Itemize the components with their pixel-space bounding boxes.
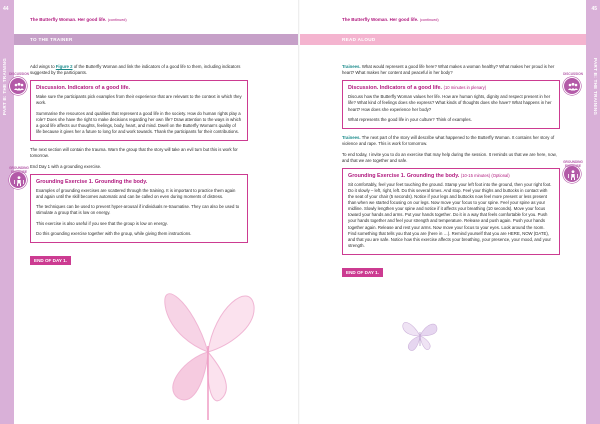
discussion-box-left: [9, 72, 248, 141]
page-number-right: 45: [591, 6, 597, 12]
grounding-title: [348, 173, 554, 179]
intro-text-start: Add wings to: [30, 64, 56, 69]
discussion-title: [348, 85, 554, 91]
intro-paragraph: [30, 64, 248, 76]
discussion-badge: [9, 72, 29, 95]
grounding-badge-label: GROUNDING EXERCISE: [9, 165, 29, 174]
running-head-title: The Butterfly Woman. Her good life.: [30, 17, 107, 22]
running-head-continued: (continued): [107, 18, 127, 22]
discussion-box-right: [342, 72, 583, 129]
trainees-text: What would represent a good life here? What makes a woman healthy? What makes her proud is her heart? What makes her content and peaceful in her body?: [342, 64, 555, 76]
discussion-p1: Discuss how the Butterfly Woman values her life. How are human rights, dignity and respect present in her life? What kind of feelings does she express? What kinds of thoughts does she have? What happens in her heart? How does she experience her body?: [348, 94, 552, 112]
discussion-p2: Summarise the resources and qualities that represent a good life in the society. How do human rights play a role? Does she have the right to make decisions regarding her own life? Draw attention to the ways in which a good life affects our thoughts, feelings, body, heart, and mind. Dwell on the Butterfly Woman's quality of life because it gives her a future to long for and work towards. Thank the participants for their contributions.: [36, 110, 242, 135]
page-number-left: 44: [3, 6, 9, 12]
butterfly-illustration: [148, 270, 268, 420]
end-of-day-label-left: END OF DAY 1.: [30, 256, 71, 265]
trainees-paragraph-1: [342, 64, 560, 76]
figure-2-link[interactable]: Figure 2: [55, 64, 73, 69]
intro-text-end: of the Butterfly Woman and link the indicators of a good life to them, including indicators suggested by the participants.: [30, 64, 241, 76]
running-head-left: [30, 17, 127, 22]
discussion-people-icon: [567, 81, 579, 93]
grounding-instructions: Sit comfortably, feel your feet touching the ground. Stamp your left foot into the ground, then your right foot. Do it slowly – left, right, left. Do this several times. And stop. Feel your thighs and buttocks in contact with the seat of your chair (5 seconds). Notice if your legs and buttocks now feel more present or less present than when we started focusing on our legs. Now move your focus to your spine. Feel your spine as your midline. Slowly lengthen your spine and notice if it affects your breathing (10 seconds). Move your focus toward your hands and arms. Put your hands together. Do it in a way that feels comfortable for you. Push your hands together and feel your strength and temperature. Release and push again. Push your hands together again. Release and rest your arms. Now move your focus to your eyes. Look around the room. Find something that tells you that you are (here in …). Remind yourself that you are HERE, NOW (DATE), and that you are safe. Notice how this exercise affects your breathing, your presence, your mood, and your strength.: [348, 181, 552, 248]
trainees-text: The next part of the story will describe what happened to the Butterfly Woman. It contains her story of violence and rape. This is work for tomorrow.: [342, 135, 555, 147]
trauma-warning-paragraph: The next section will contain the trauma. Warn the group that the story will take an evil turn but this is work for tomorrow.: [30, 147, 238, 159]
grounding-badge: [9, 165, 29, 189]
grounding-box-right: [342, 159, 583, 255]
trainees-label: Trainees.: [342, 64, 361, 69]
grounding-person-icon: [13, 175, 25, 187]
discussion-badge-label: DISCUSSION: [563, 72, 583, 77]
grounding-p2: The techniques can be used to prevent hyper-arousal if individuals re-traumatise. They can also be used to stimulate a group that is low on energy.: [36, 204, 240, 216]
end-of-day-label-right: END OF DAY 1.: [342, 268, 383, 277]
grounding-badge: [563, 159, 583, 183]
trainees-label: Trainees.: [342, 135, 361, 141]
side-label-right: PART B: THE TRAINING: [593, 58, 598, 116]
left-content: [9, 64, 248, 267]
discussion-people-icon: [13, 81, 25, 93]
grounding-title: Grounding Exercise 1. Grounding the body.: [36, 178, 148, 185]
grounding-title-text: Grounding Exercise 1. Grounding the body.: [348, 172, 460, 179]
section-bar-read-aloud: [300, 34, 586, 45]
running-head-title: The Butterfly Woman. Her good life.: [342, 17, 419, 22]
grounding-badge-label: GROUNDING EXERCISE: [563, 159, 583, 168]
end-day-paragraph: End Day 1 with a grounding exercise.: [30, 163, 102, 169]
grounding-person-icon: [567, 169, 579, 181]
left-edge-tab: [0, 0, 14, 424]
right-content: [342, 64, 583, 279]
section-bar-label: READ ALOUD: [342, 37, 376, 42]
running-head-right: [342, 17, 439, 22]
discussion-badge: [563, 72, 583, 95]
right-edge-tab: [586, 0, 600, 424]
section-bar-label: TO THE TRAINER: [30, 37, 73, 42]
grounding-p4: Do this grounding exercise together with the group, while giving them instructions.: [36, 231, 192, 236]
right-page: [300, 0, 600, 424]
invite-paragraph: To end today, I invite you to do an exercise that may help during the session. It reminds us that we are here, now, and that we are together and safe.: [342, 151, 557, 163]
running-head-continued: (continued): [419, 18, 439, 22]
butterfly-illustration: [399, 316, 441, 354]
grounding-p3: This exercise is also useful if you see that the group is low on energy.: [36, 220, 168, 226]
discussion-p2: What represents the good life in your culture? Think of examples.: [348, 116, 472, 122]
grounding-p1: Examples of grounding exercises are scattered through the training. It is important to practice them again and again until the skill becomes automatic and can be called on even during moments of distress.: [36, 187, 236, 200]
section-bar-trainer: [14, 34, 300, 45]
side-label-left: PART B: THE TRAINING: [2, 58, 7, 116]
trainees-paragraph-2: [342, 135, 560, 147]
discussion-title: Discussion. Indicators of a good life.: [36, 85, 131, 92]
grounding-duration: (10-15 minutes) (Optional): [460, 172, 510, 178]
discussion-duration: (10 minutes in plenary): [443, 85, 487, 91]
discussion-title-text: Discussion. Indicators of a good life.: [348, 85, 443, 92]
discussion-badge-label: DISCUSSION: [9, 72, 29, 77]
discussion-p1: Make sure the participants pick examples from their experience that are relevant to the context in which they work.: [36, 94, 242, 106]
